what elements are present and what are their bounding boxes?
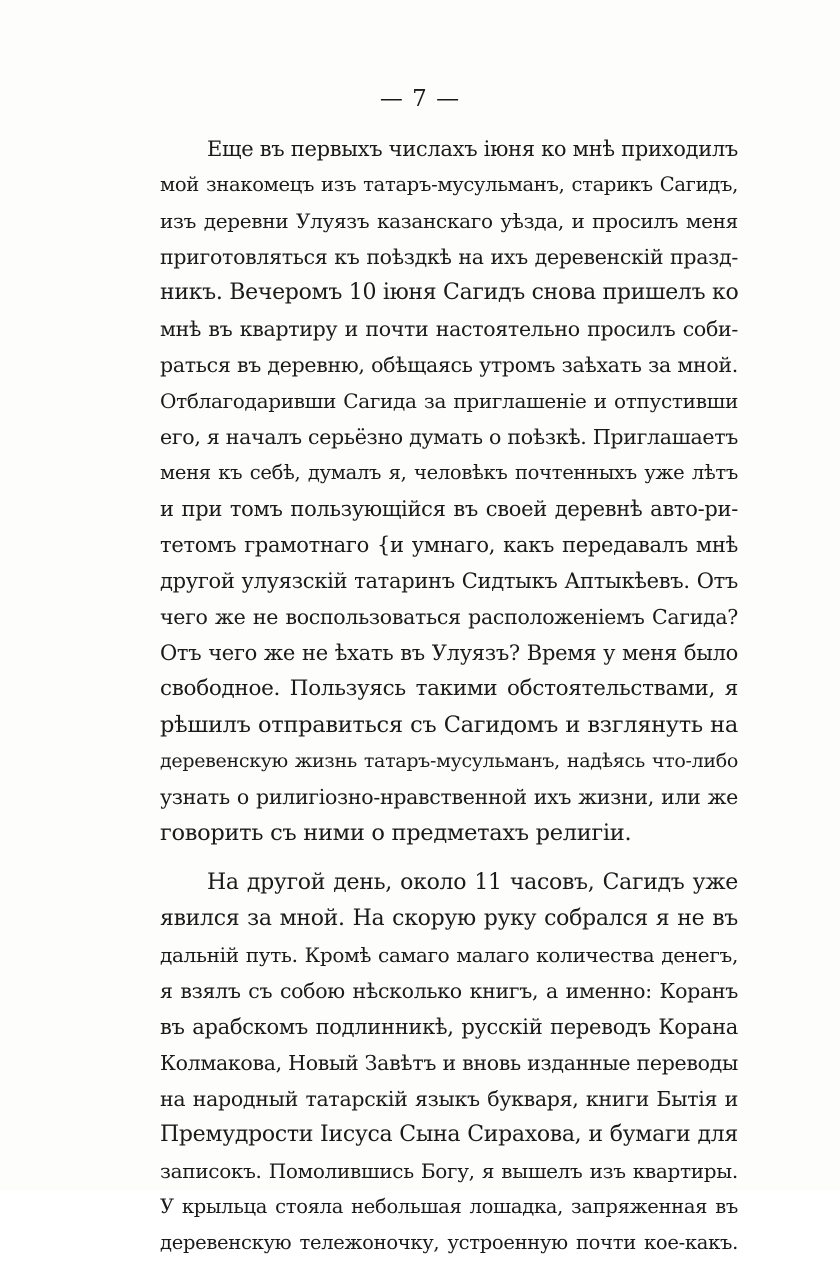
text-line: его, я началъ серьёзно думать о поѣзкѣ. Приглашаетъ [160, 425, 738, 449]
text-line: другой улуязскій татаринъ Сидтыкъ Аптыкѣевъ. Отъ [160, 569, 738, 593]
paragraph-2 [160, 865, 738, 1261]
text-line: приготовляться къ поѣздкѣ на ихъ деревенскій празд- [160, 245, 738, 269]
text-line: дальній путь. Кромѣ самаго малаго количества денегъ, [160, 943, 738, 967]
text-line: деревенскую жизнь татаръ-мусульманъ, надѣясь что-либо [160, 750, 738, 772]
text-line: мнѣ въ квартиру и почти настоятельно просилъ соби- [160, 317, 738, 341]
text-line: записокъ. Помолившись Богу, я вышелъ изъ квартиры. [160, 1159, 738, 1183]
body-text [160, 131, 738, 1261]
text-line: никъ. Вечеромъ 10 іюня Сагидъ снова пришелъ ко [160, 280, 739, 305]
text-line: изъ деревни Улуязъ казанскаго уѣзда, и просилъ меня [160, 209, 738, 233]
text-line: и при томъ пользующійся въ своей деревнѣ авто-ри- [160, 497, 738, 521]
text-line: мой знакомецъ изъ татаръ-мусульманъ, старикъ Сагидъ, [160, 173, 738, 196]
text-line: на народный татарскій языкъ букваря, книги Бытія и [160, 1087, 738, 1111]
page-number: — 7 — [379, 86, 461, 112]
text-line: говорить съ ними о предметахъ религіи. [160, 820, 632, 846]
text-line: Премудрости Іисуса Сына Сирахова, и бумаги для [160, 1122, 738, 1147]
text-line: У крыльца стояла небольшая лошадка, запряженная въ [160, 1195, 738, 1218]
text-line: я взялъ съ собою нѣсколько книгъ, а именно: Коранъ [160, 979, 738, 1003]
text-line: На другой день, около 11 часовъ, Сагидъ уже [207, 870, 738, 895]
text-line: рѣшилъ отправиться съ Сагидомъ и взглянуть на [160, 712, 738, 738]
text-line: Еще въ первыхъ числахъ іюня ко мнѣ приходилъ [207, 137, 738, 161]
paragraph-gap [160, 851, 738, 865]
text-line: чего же не воспользоваться расположеніемъ Сагида? [160, 605, 738, 629]
text-line: раться въ деревню, обѣщаясь утромъ заѣхать за мной. [160, 353, 738, 377]
text-line: Колмакова, Новый Завѣтъ и вновь изданные переводы [160, 1051, 738, 1075]
text-line: узнать о рилигіозно-нравственной ихъ жизни, или же [160, 785, 738, 809]
text-line: въ арабскомъ подлинникѣ, русскій переводъ Корана [160, 1015, 738, 1039]
text-line: явился за мной. На скорую руку собрался я не въ [160, 906, 738, 931]
text-line: меня къ себѣ, думалъ я, человѣкъ почтенныхъ уже лѣтъ [160, 461, 738, 484]
text-line: свободное. Пользуясь такими обстоятельствами, я [160, 676, 738, 701]
text-line: Отблагодаривши Сагида за приглашеніе и отпустивши [160, 389, 738, 413]
text-line: деревенскую тележоночку, устроенную почти кое-какъ. [160, 1231, 738, 1254]
text-line: тетомъ грамотнаго {и умнаго, какъ передавалъ мнѣ [160, 533, 738, 557]
text-line: Отъ чего же не ѣхать въ Улуязъ? Время у меня было [160, 641, 738, 665]
paragraph-1 [160, 131, 738, 851]
